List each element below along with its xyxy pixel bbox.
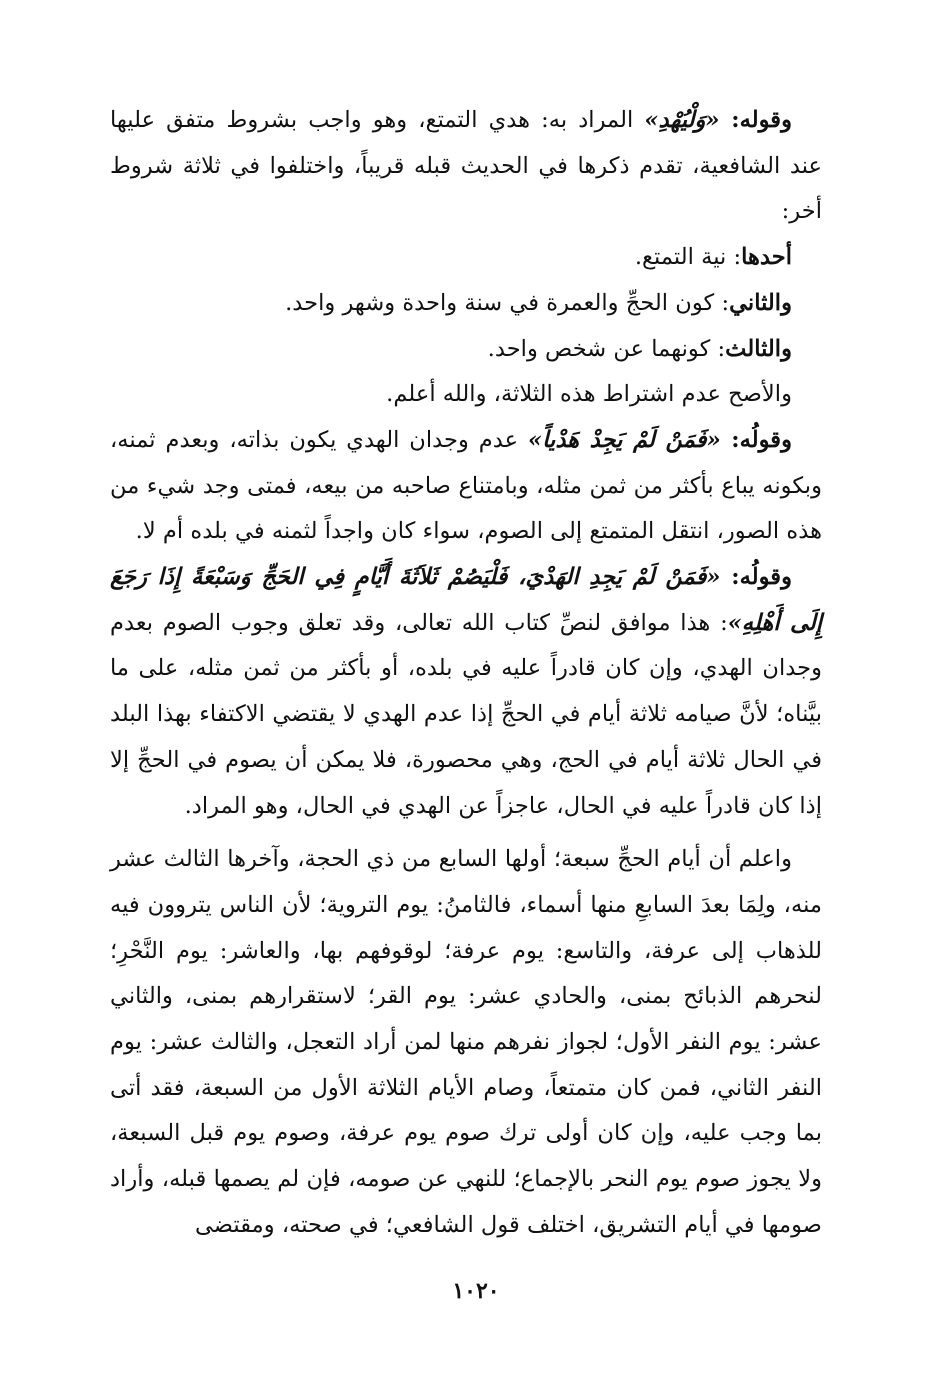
page-body xyxy=(110,98,822,1249)
quoted-hadith-text: «وَلْيُهْدِ» xyxy=(644,107,720,133)
paragraph-4 xyxy=(110,327,822,373)
paragraph-text: : نية التمتع. xyxy=(634,244,742,271)
bold-lead-term: وقوله: xyxy=(719,107,792,133)
paragraph-1 xyxy=(110,98,822,235)
paragraph-6 xyxy=(110,418,822,555)
bold-lead-term: وقولُه: xyxy=(720,426,792,453)
paragraph-5 xyxy=(110,372,822,418)
paragraph-3 xyxy=(110,281,822,327)
quoted-hadith-text: «فَمَنْ لَمْ يَجِدْ هَدْياً» xyxy=(528,426,721,453)
paragraph-text: : كون الحجِّ والعمرة في سنة واحدة وشهر واحد. xyxy=(285,289,730,316)
paragraph-8 xyxy=(110,837,822,1248)
paragraph-text: والأصح عدم اشتراط هذه الثلاثة، والله أعلم. xyxy=(386,381,792,408)
bold-lead-term: والثاني xyxy=(729,289,792,316)
paragraph-text: : كونهما عن شخص واحد. xyxy=(487,335,726,362)
page-number: ١٠٢٠ xyxy=(452,1278,500,1304)
paragraph-text: واعلم أن أيام الحجِّ سبعة؛ أولها السابع من ذي الحجة، وآخرها الثالث عشر منه، ولِمَا بعدَ السابعِ منها أسماء، فالثامنُ: يوم التروية؛ لأن الناس يتروون فيه للذهاب إلى عرفة، والتاسع: يوم عرفة؛ لوقوفهم بها، والعاشر: يوم النَّحْرِ؛ لنحرهم الذبائح بمنى، والحادي عشر: يوم القر؛ لاستقرارهم بمنى، والثاني عشر: يوم النفر الأول؛ لجواز نفرهم منها لمن أراد التعجل، والثالث عشر: يوم النفر الثاني، فمن كان متمتعاً، وصام الأيام الثلاثة الأول من السبعة، فقد أتى بما وجب عليه، وإن كان أولى ترك صوم يوم عرفة، وصوم يوم قبل السبعة، ولا يجوز صوم يوم النحر بالإجماع؛ للنهي عن صومه، فإن لم يصمها قبله، وأراد صومها في أيام التشريق، اختلف قول الشافعي؛ في صحته، ومقتضى xyxy=(110,846,822,1238)
paragraph-7 xyxy=(110,555,822,829)
paragraph-text: عدم وجدان الهدي يكون بذاته، وبعدم ثمنه، وبكونه يباع بأكثر من ثمن مثله، وبامتناع صاحبه من بيعه، فمتى وجد شيء من هذه الصور، انتقل المتمتع إلى الصوم، سواء كان واجداً لثمنه في بلده أم لا. xyxy=(110,426,822,545)
paragraph-text: المراد به: هدي التمتع، وهو واجب بشروط متفق عليها عند الشافعية، تقدم ذكرها في الحديث قبله قريباً، واختلفوا في ثلاثة شروط أخر: xyxy=(110,107,822,225)
paragraph-text: : هذا موافق لنصِّ كتاب الله تعالى، وقد تعلق وجوب الصوم بعدم وجدان الهدي، وإن كان قادراً عليه في بلده، أو بأكثر من ثمن مثله، على ما بيَّناه؛ لأنَّ صيامه ثلاثة أيام في الحجِّ إذا عدم الهدي لا يقتضي الاكتفاء بهذا البلد في الحال ثلاثة أيام في الحج، وهي محصورة، فلا يمكن أن يصوم في الحجِّ إلا إذا كان قادراً عليه في الحال، عاجزاً عن الهدي في الحال، وهو المراد. xyxy=(110,609,822,819)
paragraph-2 xyxy=(110,235,822,281)
quoted-hadith-text: «فَمَنْ لَمْ يَجِدِ الهَدْيَ، فَلْيَصُمْ ثَلاَثَةَ أَيَّامٍ فِي الحَجِّ وَسَبْعَةً إِذَا رَجَعَ إِلَى أَهْلِهِ» xyxy=(110,564,823,636)
bold-lead-term: والثالث xyxy=(725,335,792,362)
bold-lead-term: أحدها xyxy=(741,244,792,271)
bold-lead-term: وقولُه: xyxy=(720,564,792,591)
